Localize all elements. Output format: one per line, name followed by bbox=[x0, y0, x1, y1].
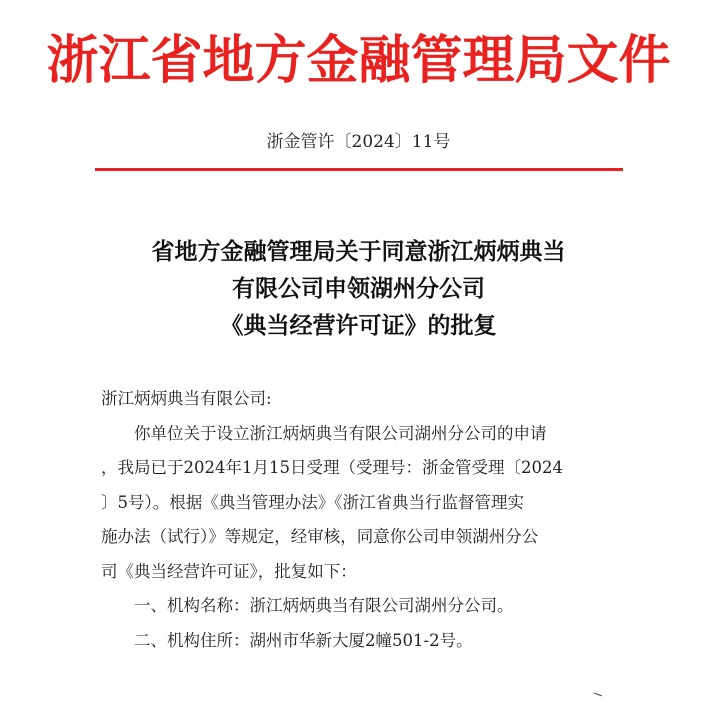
page-mark bbox=[594, 693, 602, 697]
document-subject bbox=[0, 233, 717, 344]
document-number: 浙金管许〔2024〕11号 bbox=[266, 132, 451, 152]
subject-line: 《典当经营许可证》的批复 bbox=[220, 312, 497, 339]
paragraph-line: 施办法（试行）》等规定，经审核，同意你公司申领湖州分公 bbox=[101, 527, 539, 546]
document-header-title: 浙江省地方金融管理局文件 bbox=[46, 30, 671, 91]
salutation: 浙江炳炳典当有限公司: bbox=[101, 389, 272, 408]
red-divider-line bbox=[95, 168, 623, 171]
item-organization-name: 一、机构名称：浙江炳炳典当有限公司湖州分公司。 bbox=[134, 596, 514, 615]
subject-line: 省地方金融管理局关于同意浙江炳炳典当 bbox=[151, 238, 566, 265]
paragraph-line: ，我局已于2024年1月15日受理（受理号：浙金管受理〔2024 bbox=[101, 458, 563, 477]
paragraph-line: 〕5号）。根据《典当管理办法》《浙江省典当行监督管理实 bbox=[101, 492, 524, 512]
paragraph-line: 你单位关于设立浙江炳炳典当有限公司湖州分公司的申请 bbox=[134, 423, 547, 443]
subject-line: 有限公司申领湖州分公司 bbox=[232, 275, 485, 302]
item-organization-address: 二、机构住所：湖州市华新大厦2幢501-2号。 bbox=[134, 630, 473, 650]
document-body bbox=[101, 382, 621, 658]
paragraph-line: 司《典当经营许可证》，批复如下： bbox=[101, 561, 357, 581]
